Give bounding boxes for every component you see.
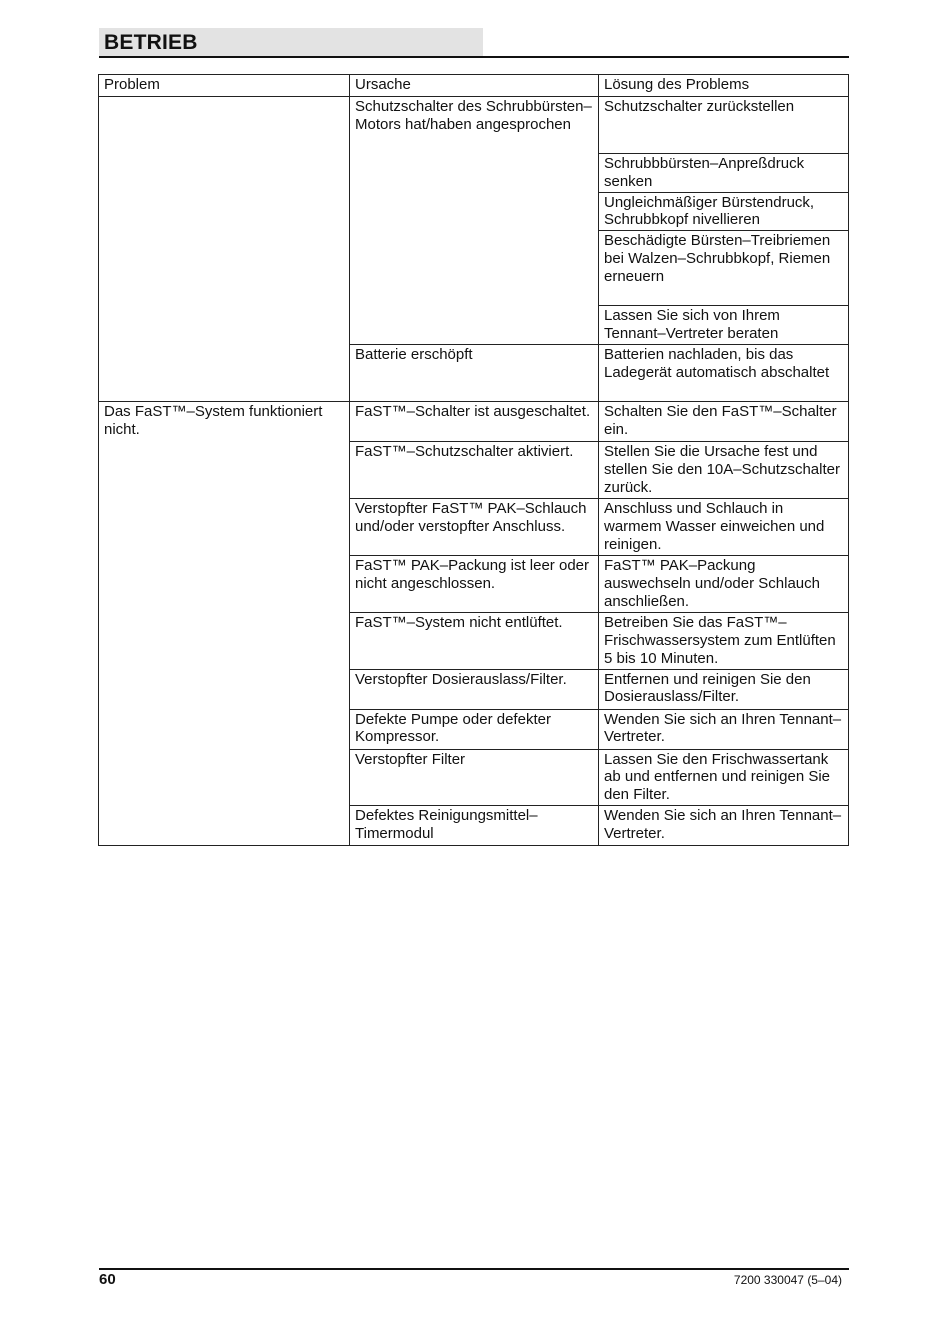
solution-cell: Beschädigte Bürsten–Treibriemen bei Walzen–Schrubbkopf, Riemen erneuern bbox=[599, 231, 849, 306]
cause-cell: Verstopfter Filter bbox=[350, 749, 599, 805]
troubleshooting-table bbox=[98, 74, 849, 846]
header-rule bbox=[99, 56, 849, 58]
column-header-problem: Problem bbox=[99, 75, 350, 97]
solution-cell: Lassen Sie den Frischwassertank ab und entfernen und reinigen Sie den Filter. bbox=[599, 749, 849, 805]
solution-cell: Ungleichmäßiger Bürstendruck, Schrubbkopf nivellieren bbox=[599, 192, 849, 231]
cause-cell: Defekte Pumpe oder defekter Kompressor. bbox=[350, 709, 599, 749]
cause-cell: FaST™–System nicht entlüftet. bbox=[350, 613, 599, 669]
table-header-row bbox=[99, 75, 849, 97]
cause-cell: Schutzschalter des Schrubbürsten–Motors hat/haben angesprochen bbox=[350, 97, 599, 345]
cause-cell: Defektes Reinigungsmittel–Timermodul bbox=[350, 805, 599, 845]
solution-cell: Schalten Sie den FaST™–Schalter ein. bbox=[599, 402, 849, 442]
solution-cell: Anschluss und Schlauch in warmem Wasser einweichen und reinigen. bbox=[599, 499, 849, 556]
cause-cell: Batterie erschöpft bbox=[350, 345, 599, 402]
solution-cell: Entfernen und reinigen Sie den Dosierauslass/Filter. bbox=[599, 669, 849, 709]
column-header-solution: Lösung des Problems bbox=[599, 75, 849, 97]
section-title: BETRIEB bbox=[104, 31, 198, 54]
document-code: 7200 330047 (5–04) bbox=[733, 1273, 842, 1287]
solution-cell: FaST™ PAK–Packung auswechseln und/oder Schlauch anschließen. bbox=[599, 556, 849, 613]
cause-cell: FaST™–Schalter ist ausgeschaltet. bbox=[350, 402, 599, 442]
solution-cell: Schutzschalter zurückstellen bbox=[599, 97, 849, 154]
cause-cell: FaST™–Schutzschalter aktiviert. bbox=[350, 442, 599, 499]
column-header-cause: Ursache bbox=[350, 75, 599, 97]
footer-rule bbox=[99, 1268, 849, 1270]
solution-cell: Stellen Sie die Ursache fest und stellen Sie den 10A–Schutzschalter zurück. bbox=[599, 442, 849, 499]
table-row bbox=[99, 97, 849, 154]
table-row bbox=[99, 402, 849, 442]
solution-cell: Wenden Sie sich an Ihren Tennant–Vertreter. bbox=[599, 805, 849, 845]
solution-cell: Wenden Sie sich an Ihren Tennant–Vertreter. bbox=[599, 709, 849, 749]
solution-cell: Betreiben Sie das FaST™–Frischwassersystem zum Entlüften 5 bis 10 Minuten. bbox=[599, 613, 849, 669]
cause-cell: FaST™ PAK–Packung ist leer oder nicht angeschlossen. bbox=[350, 556, 599, 613]
solution-cell: Schrubbbürsten–Anpreßdruck senken bbox=[599, 154, 849, 193]
solution-cell: Batterien nachladen, bis das Ladegerät automatisch abschaltet bbox=[599, 345, 849, 402]
page-number: 60 bbox=[99, 1271, 116, 1288]
cause-cell: Verstopfter Dosierauslass/Filter. bbox=[350, 669, 599, 709]
cause-cell: Verstopfter FaST™ PAK–Schlauch und/oder verstopfter Anschluss. bbox=[350, 499, 599, 556]
problem-cell: Das FaST™–System funktioniert nicht. bbox=[99, 402, 350, 846]
solution-cell: Lassen Sie sich von Ihrem Tennant–Vertreter beraten bbox=[599, 306, 849, 345]
problem-cell bbox=[99, 97, 350, 402]
